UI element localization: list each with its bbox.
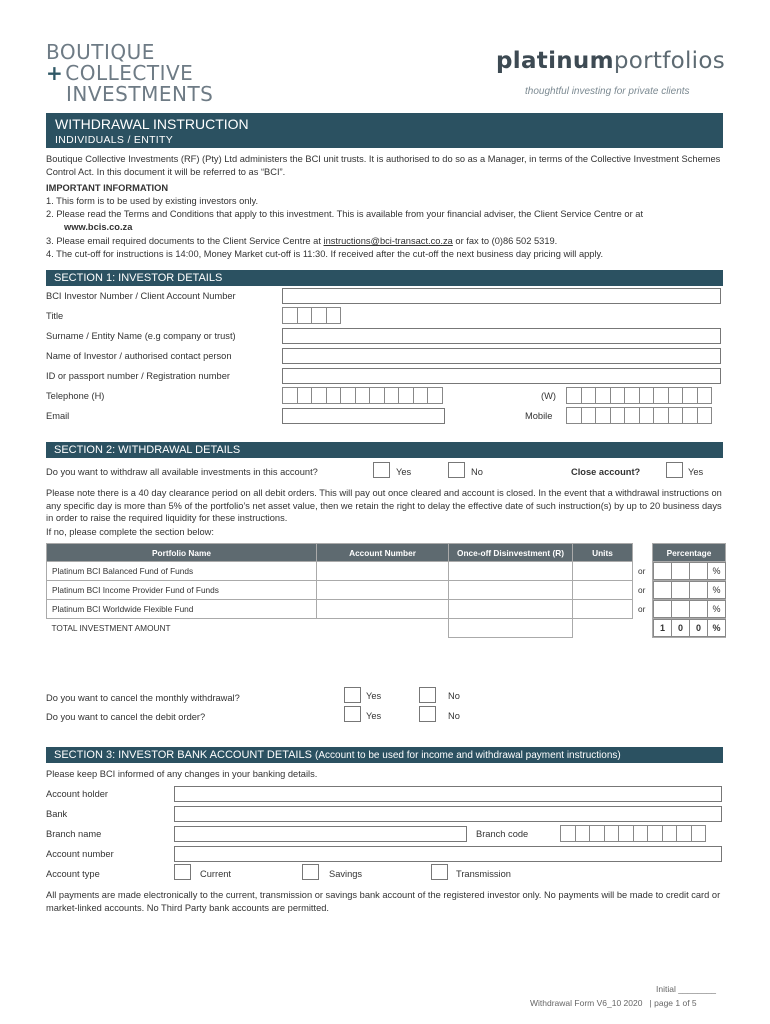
intro-text: Boutique Collective Investments (RF) (Pty) Ltd administers the BCI unit trusts. It is authorised to do so as a Manager, in terms of the Collective Investment Schemes Control Act. In this document it will be referred to as “BCI”. — [46, 154, 721, 177]
portfolio-table — [46, 543, 726, 638]
clearance-note: Please note there is a 40 day clearance period on all debit orders. This will pay out once cleared and account is closed. In the event that a withdrawal instructions on any specific day is more than 5% of the portfolio’s net asset value, then we retain the right to delay the effective date of such instruction(s) by up to 20 business days in order to raise the required liquidity for these instructions. — [46, 488, 722, 523]
account-type-label: Account type — [46, 869, 100, 879]
investor-name-label: Name of Investor / authorised contact person — [46, 351, 232, 361]
form-subtitle: INDIVIDUALS / ENTITY — [55, 134, 174, 146]
important-item-1: 1. This form is to be used by existing investors only. — [46, 196, 259, 206]
account-type-savings-checkbox[interactable] — [302, 864, 319, 880]
col-account-number: Account Number — [317, 544, 449, 562]
form-header — [46, 113, 723, 148]
withdraw-all-no-checkbox[interactable] — [448, 462, 465, 478]
withdraw-all-question: Do you want to withdraw all available investments in this account? — [46, 467, 318, 477]
bank-label: Bank — [46, 809, 68, 819]
table-row: Platinum BCI Income Provider Fund of Funds or % — [47, 581, 726, 600]
important-item-3: 3. Please email required documents to the Client Service Centre at — [46, 236, 321, 246]
tagline: thoughtful investing for private clients — [525, 86, 690, 97]
title-field[interactable] — [282, 307, 340, 324]
cancel-monthly-yes-checkbox[interactable] — [344, 687, 361, 703]
branch-code-label: Branch code — [476, 829, 529, 839]
table-row: Platinum BCI Balanced Fund of Funds or % — [47, 562, 726, 581]
bcis-link[interactable]: www.bcis.co.za — [64, 222, 133, 232]
account-holder-label: Account holder — [46, 789, 109, 799]
account-type-transmission-checkbox[interactable] — [431, 864, 448, 880]
col-units: Units — [573, 544, 633, 562]
payments-note: All payments are made electronically to the current, transmission or savings bank account of the registered investor only. No payments will be made to credit card or market-linked accounts. No Third Party bank accounts are permitted. — [46, 890, 721, 913]
col-portfolio-name: Portfolio Name — [47, 544, 317, 562]
plus-icon: + — [46, 61, 64, 85]
telephone-work-label: (W) — [541, 391, 556, 401]
keep-informed-text: Please keep BCI informed of any changes in your banking details. — [46, 769, 318, 779]
section1-header: SECTION 1: INVESTOR DETAILS — [46, 270, 723, 286]
col-percentage: Percentage — [653, 544, 726, 562]
platinum-logo: platinumportfolios — [496, 48, 726, 74]
account-number-label: Account number — [46, 849, 114, 859]
mobile-label: Mobile — [525, 411, 553, 421]
investor-number-field[interactable] — [282, 288, 721, 304]
cancel-debit-no-checkbox[interactable] — [419, 706, 436, 722]
logo-line-3: INVESTMENTS — [66, 82, 214, 106]
email-label: Email — [46, 411, 70, 421]
col-disinvestment: Once-off Disinvestment (R) — [449, 544, 573, 562]
investor-number-label: BCI Investor Number / Client Account Number — [46, 291, 236, 301]
investor-name-field[interactable] — [282, 348, 721, 364]
cancel-monthly-no-checkbox[interactable] — [419, 687, 436, 703]
telephone-work-field[interactable] — [566, 387, 711, 404]
email-field[interactable] — [282, 408, 445, 424]
bci-logo — [46, 42, 213, 105]
telephone-home-label: Telephone (H) — [46, 391, 105, 401]
telephone-home-field[interactable] — [282, 387, 442, 404]
total-row: TOTAL INVESTMENT AMOUNT 1 0 0 % — [47, 619, 726, 638]
important-item-4: 4. The cut-off for instructions is 14:00, Money Market cut-off is 11:30. If received after the cut-off the next business day pricing will apply. — [46, 249, 604, 259]
initial-line: Initial ________ — [656, 984, 717, 994]
branch-name-label: Branch name — [46, 829, 102, 839]
surname-field[interactable] — [282, 328, 721, 344]
close-account-yes-checkbox[interactable] — [666, 462, 683, 478]
section3-header: SECTION 3: INVESTOR BANK ACCOUNT DETAILS (Account to be used for income and withdrawal payment instructions) — [46, 747, 723, 763]
branch-code-field[interactable] — [560, 825, 705, 842]
mobile-field[interactable] — [566, 407, 711, 424]
important-item-2: 2. Please read the Terms and Conditions that apply to this investment. This is available from your financial adviser, the Client Service Centre or at — [46, 209, 644, 219]
important-heading: IMPORTANT INFORMATION — [46, 183, 169, 193]
bank-field[interactable] — [174, 806, 722, 822]
cancel-debit-yes-checkbox[interactable] — [344, 706, 361, 722]
form-title: WITHDRAWAL INSTRUCTION — [55, 116, 249, 132]
account-type-current-checkbox[interactable] — [174, 864, 191, 880]
title-label: Title — [46, 311, 64, 321]
logo-line-1: BOUTIQUE — [46, 40, 155, 64]
account-holder-field[interactable] — [174, 786, 722, 802]
id-number-label: ID or passport number / Registration number — [46, 371, 230, 381]
surname-label: Surname / Entity Name (e.g company or trust) — [46, 331, 236, 341]
logo-line-2: COLLECTIVE — [65, 61, 194, 85]
page-footer: Withdrawal Form V6_10 2020 | page 1 of 5 — [530, 998, 697, 1008]
id-number-field[interactable] — [282, 368, 721, 384]
cancel-monthly-question: Do you want to cancel the monthly withdrawal? — [46, 693, 240, 703]
account-number-field[interactable] — [174, 846, 722, 862]
table-row: Platinum BCI Worldwide Flexible Fund or % — [47, 600, 726, 619]
withdraw-all-yes-checkbox[interactable] — [373, 462, 390, 478]
close-account-label: Close account? — [571, 467, 641, 477]
branch-name-field[interactable] — [174, 826, 467, 842]
email-link[interactable]: instructions@bci-transact.co.za — [323, 236, 453, 246]
cancel-debit-question: Do you want to cancel the debit order? — [46, 712, 206, 722]
if-no-text: If no, please complete the section below: — [46, 527, 214, 537]
section2-header: SECTION 2: WITHDRAWAL DETAILS — [46, 442, 723, 458]
